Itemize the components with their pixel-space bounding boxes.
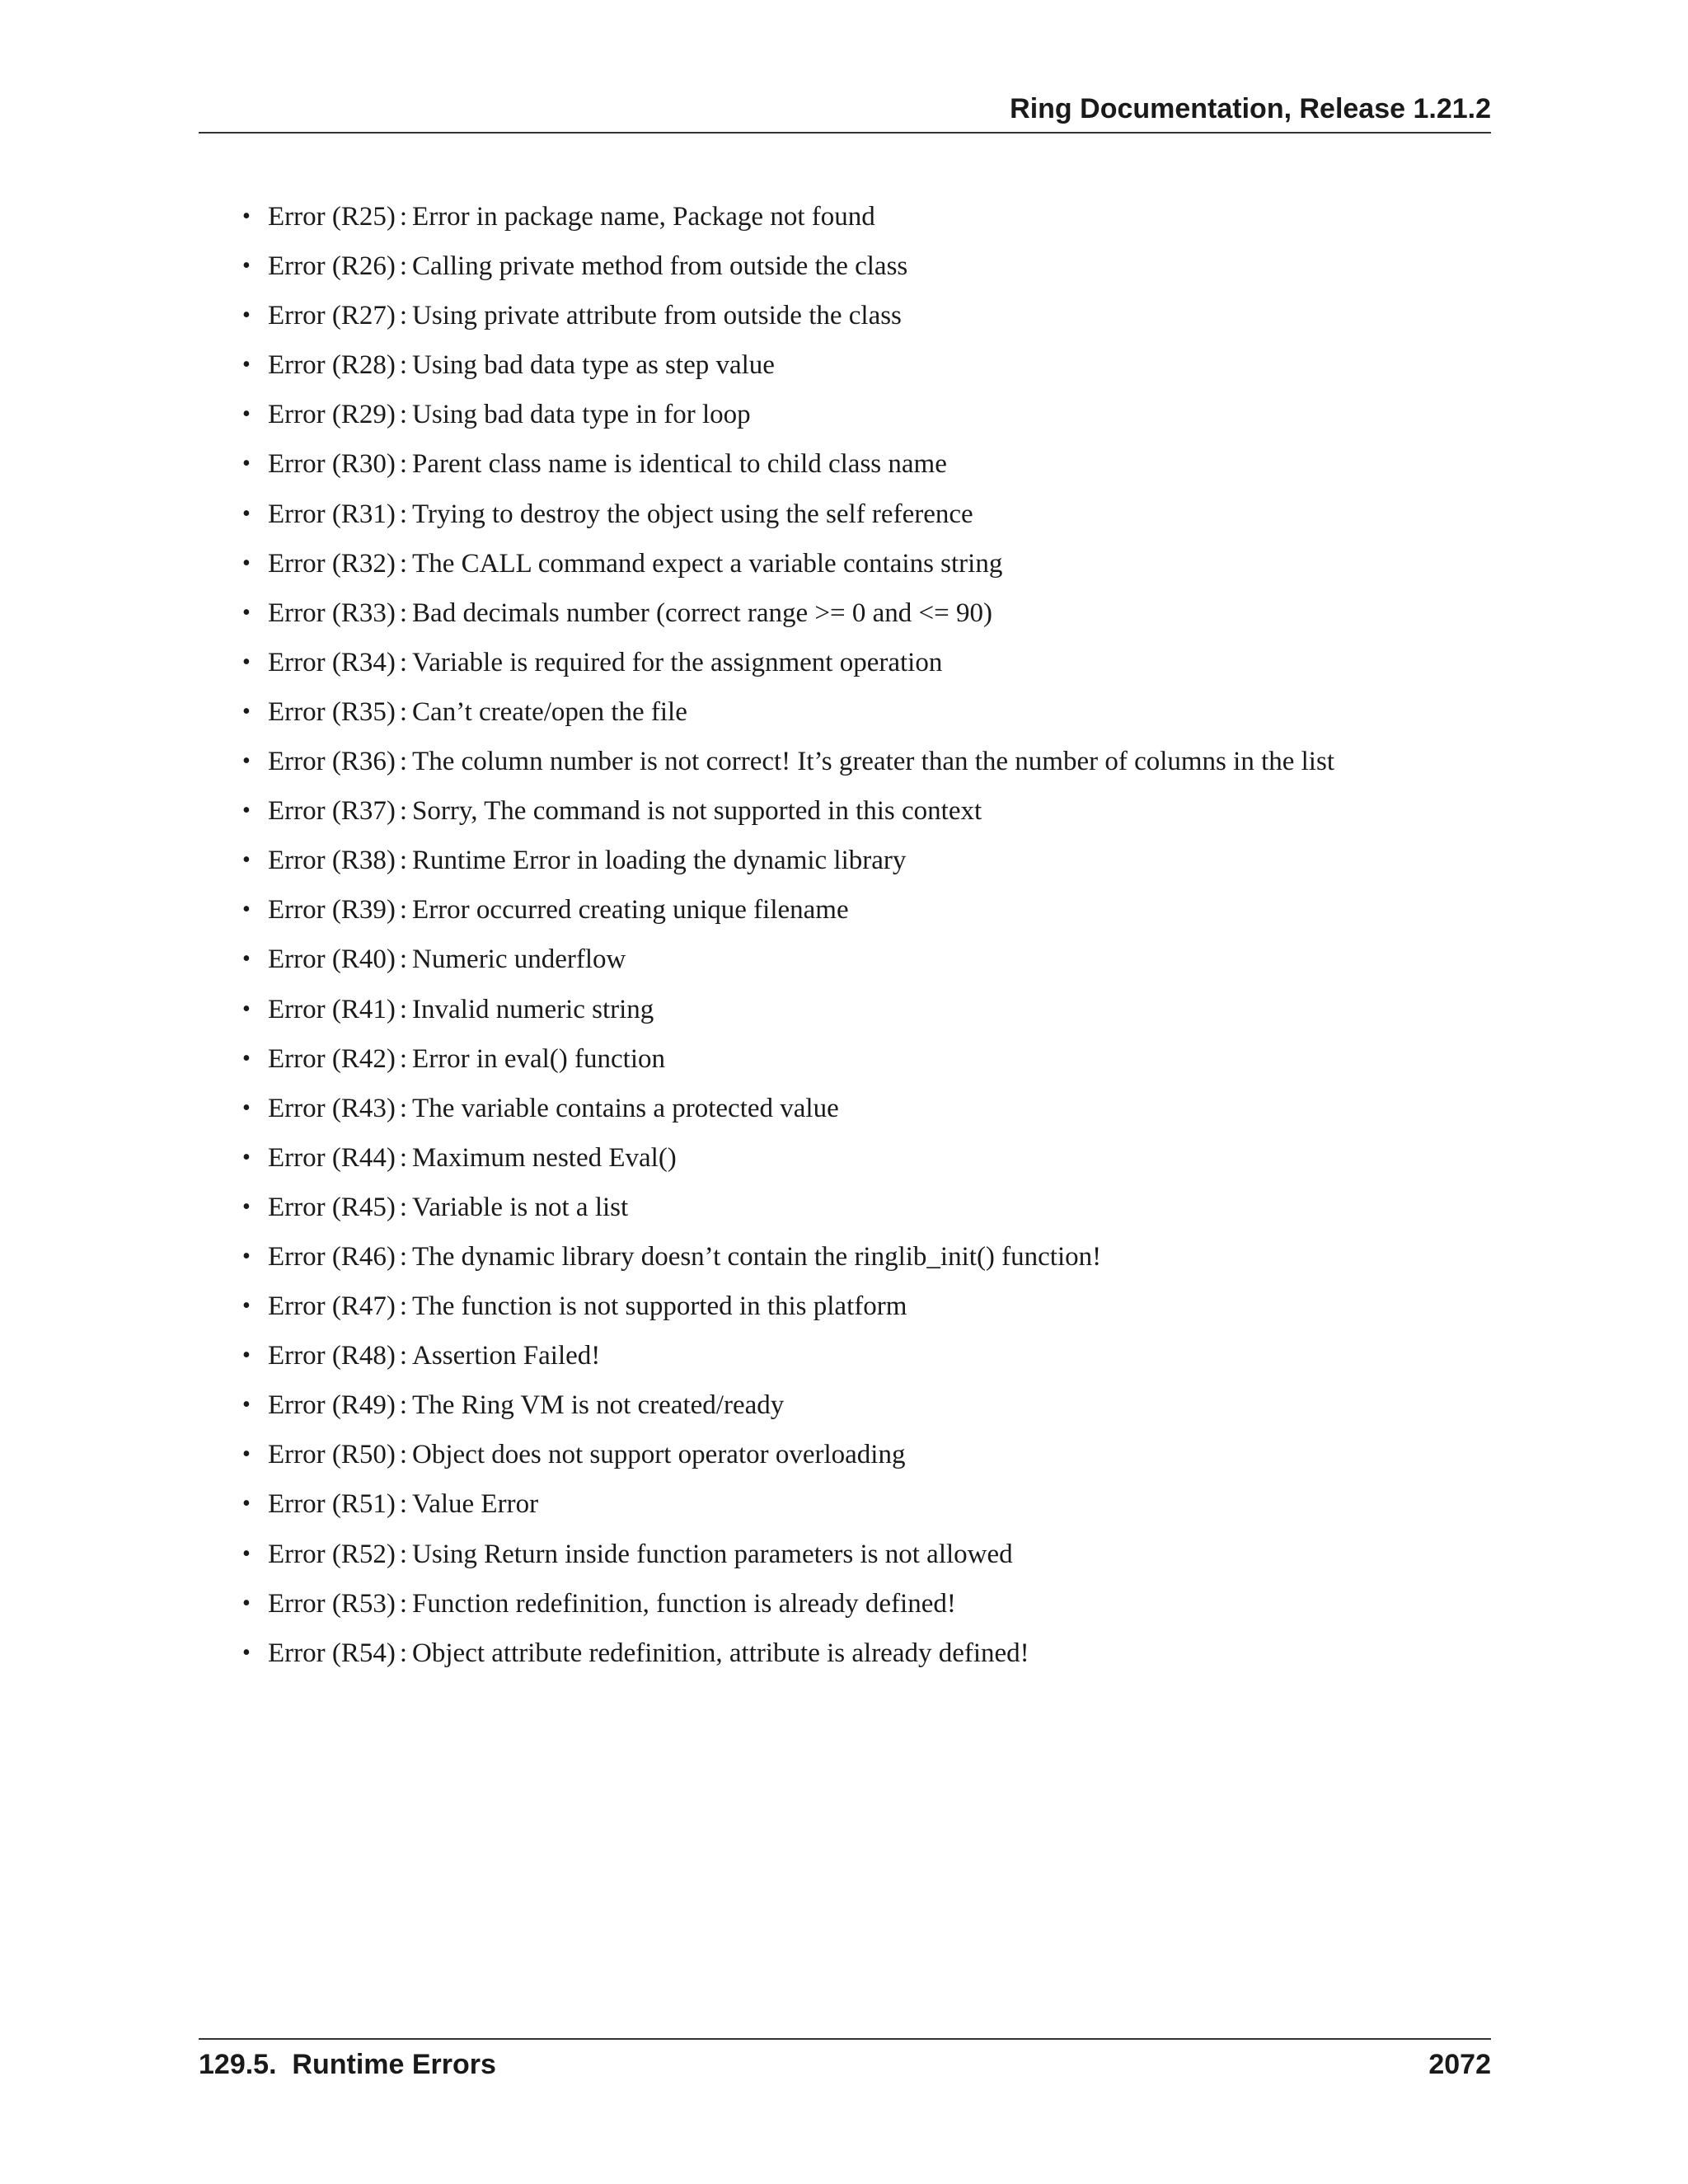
error-separator: : bbox=[399, 251, 408, 282]
error-separator: : bbox=[399, 1588, 408, 1619]
bullet-icon: • bbox=[242, 1293, 251, 1319]
error-separator: : bbox=[399, 449, 408, 480]
bullet-icon: • bbox=[242, 500, 251, 527]
error-list-item bbox=[239, 638, 1492, 687]
error-message: Object attribute redefinition, attribute is already defined! bbox=[412, 1638, 1029, 1668]
bullet-icon: • bbox=[242, 550, 251, 576]
error-code: Error (R29) bbox=[268, 400, 396, 430]
bullet-icon: • bbox=[242, 599, 251, 626]
error-code: Error (R54) bbox=[268, 1638, 396, 1668]
bullet-icon: • bbox=[242, 798, 251, 824]
bullet-icon: • bbox=[242, 1193, 251, 1220]
error-code: Error (R46) bbox=[268, 1241, 396, 1272]
error-list-item bbox=[239, 885, 1492, 935]
error-list-item bbox=[239, 241, 1492, 291]
error-separator: : bbox=[399, 598, 408, 628]
section-reference: 129.5. Runtime Errors bbox=[199, 2049, 496, 2080]
error-message: The Ring VM is not created/ready bbox=[412, 1390, 785, 1421]
error-code: Error (R41) bbox=[268, 994, 396, 1024]
bullet-icon: • bbox=[242, 1392, 251, 1418]
runtime-error-list bbox=[239, 192, 1492, 1678]
error-message: Assertion Failed! bbox=[412, 1341, 601, 1371]
error-message: Variable is required for the assignment operation bbox=[412, 647, 943, 677]
error-code: Error (R42) bbox=[268, 1043, 396, 1074]
error-list-item bbox=[239, 1579, 1492, 1629]
error-list-item bbox=[239, 786, 1492, 836]
error-separator: : bbox=[399, 1142, 408, 1173]
bullet-icon: • bbox=[242, 1094, 251, 1121]
error-code: Error (R49) bbox=[268, 1390, 396, 1421]
error-code: Error (R28) bbox=[268, 350, 396, 381]
bullet-icon: • bbox=[242, 698, 251, 724]
error-list-item bbox=[239, 1331, 1492, 1380]
error-code: Error (R39) bbox=[268, 895, 396, 926]
error-message: Variable is not a list bbox=[412, 1192, 629, 1222]
error-list-item bbox=[239, 1629, 1492, 1678]
error-code: Error (R52) bbox=[268, 1539, 396, 1569]
error-message: Invalid numeric string bbox=[412, 994, 654, 1024]
error-separator: : bbox=[399, 1043, 408, 1074]
bullet-icon: • bbox=[242, 946, 251, 972]
error-message: Error in eval() function bbox=[412, 1043, 666, 1074]
error-separator: : bbox=[399, 499, 408, 529]
error-message: Calling private method from outside the class bbox=[412, 251, 908, 282]
error-code: Error (R35) bbox=[268, 696, 396, 727]
error-list-item bbox=[239, 1232, 1492, 1282]
error-separator: : bbox=[399, 895, 408, 926]
error-list-item bbox=[239, 490, 1492, 539]
document-title: Ring Documentation, Release 1.21.2 bbox=[1010, 93, 1491, 124]
error-list-item bbox=[239, 390, 1492, 439]
error-message: The dynamic library doesn’t contain the ringlib_init() function! bbox=[412, 1241, 1102, 1272]
bullet-icon: • bbox=[242, 1343, 251, 1369]
error-code: Error (R48) bbox=[268, 1341, 396, 1371]
error-separator: : bbox=[399, 796, 408, 827]
bullet-icon: • bbox=[242, 897, 251, 923]
bullet-icon: • bbox=[242, 1045, 251, 1071]
bullet-icon: • bbox=[242, 748, 251, 775]
error-message: Using private attribute from outside the class bbox=[412, 301, 902, 331]
error-separator: : bbox=[399, 1489, 408, 1520]
bullet-icon: • bbox=[242, 401, 251, 428]
error-list-item bbox=[239, 192, 1492, 241]
error-separator: : bbox=[399, 1638, 408, 1668]
error-code: Error (R25) bbox=[268, 202, 396, 232]
error-separator: : bbox=[399, 1093, 408, 1123]
error-list-item bbox=[239, 1084, 1492, 1133]
error-code: Error (R51) bbox=[268, 1489, 396, 1520]
error-code: Error (R34) bbox=[268, 647, 396, 677]
error-list-item bbox=[239, 539, 1492, 588]
error-list-item bbox=[239, 1479, 1492, 1529]
error-code: Error (R44) bbox=[268, 1142, 396, 1173]
error-message: Object does not support operator overloading bbox=[412, 1440, 906, 1470]
error-code: Error (R31) bbox=[268, 499, 396, 529]
error-list-item bbox=[239, 340, 1492, 390]
error-code: Error (R47) bbox=[268, 1291, 396, 1322]
error-code: Error (R36) bbox=[268, 747, 396, 777]
error-message: Error occurred creating unique filename bbox=[412, 895, 849, 926]
error-separator: : bbox=[399, 1291, 408, 1322]
error-list-item bbox=[239, 588, 1492, 638]
page-header bbox=[199, 89, 1491, 134]
bullet-icon: • bbox=[242, 996, 251, 1022]
error-separator: : bbox=[399, 1192, 408, 1222]
error-list-item bbox=[239, 1183, 1492, 1232]
error-message: Using bad data type as step value bbox=[412, 350, 775, 381]
bullet-icon: • bbox=[242, 649, 251, 675]
error-code: Error (R43) bbox=[268, 1093, 396, 1123]
error-list-item bbox=[239, 1034, 1492, 1084]
error-list-item bbox=[239, 737, 1492, 786]
error-separator: : bbox=[399, 696, 408, 727]
error-separator: : bbox=[399, 301, 408, 331]
error-separator: : bbox=[399, 1241, 408, 1272]
error-list-item bbox=[239, 1380, 1492, 1430]
error-message: Using Return inside function parameters is not allowed bbox=[412, 1539, 1013, 1569]
error-message: The CALL command expect a variable contains string bbox=[412, 548, 1003, 579]
error-code: Error (R45) bbox=[268, 1192, 396, 1222]
page-number: 2072 bbox=[1428, 2049, 1491, 2080]
error-separator: : bbox=[399, 846, 408, 876]
error-list-item bbox=[239, 985, 1492, 1034]
error-message: Bad decimals number (correct range >= 0 and <= 90) bbox=[412, 598, 992, 628]
error-separator: : bbox=[399, 202, 408, 232]
error-separator: : bbox=[399, 350, 408, 381]
bullet-icon: • bbox=[242, 1144, 251, 1170]
error-separator: : bbox=[399, 1539, 408, 1569]
error-message: Numeric underflow bbox=[412, 944, 626, 975]
error-list-item bbox=[239, 687, 1492, 737]
error-list-item bbox=[239, 1282, 1492, 1331]
bullet-icon: • bbox=[242, 302, 251, 329]
error-message: Sorry, The command is not supported in this context bbox=[412, 796, 982, 827]
error-message: Function redefinition, function is already defined! bbox=[412, 1588, 956, 1619]
page-footer bbox=[199, 2038, 1491, 2089]
error-code: Error (R33) bbox=[268, 598, 396, 628]
error-separator: : bbox=[399, 1390, 408, 1421]
bullet-icon: • bbox=[242, 1441, 251, 1468]
error-list-item bbox=[239, 1133, 1492, 1183]
bullet-icon: • bbox=[242, 1590, 251, 1616]
error-message: The column number is not correct! It’s greater than the number of columns in the list bbox=[412, 747, 1334, 777]
bullet-icon: • bbox=[242, 451, 251, 477]
bullet-icon: • bbox=[242, 1639, 251, 1666]
error-list-item bbox=[239, 1530, 1492, 1579]
error-code: Error (R50) bbox=[268, 1440, 396, 1470]
error-separator: : bbox=[399, 548, 408, 579]
error-separator: : bbox=[399, 400, 408, 430]
error-code: Error (R27) bbox=[268, 301, 396, 331]
error-message: Parent class name is identical to child class name bbox=[412, 449, 947, 480]
bullet-icon: • bbox=[242, 352, 251, 378]
error-message: Using bad data type in for loop bbox=[412, 400, 751, 430]
error-message: The variable contains a protected value bbox=[412, 1093, 839, 1123]
error-code: Error (R30) bbox=[268, 449, 396, 480]
error-code: Error (R26) bbox=[268, 251, 396, 282]
error-code: Error (R38) bbox=[268, 846, 396, 876]
error-separator: : bbox=[399, 994, 408, 1024]
error-code: Error (R32) bbox=[268, 548, 396, 579]
bullet-icon: • bbox=[242, 253, 251, 279]
error-separator: : bbox=[399, 747, 408, 777]
error-message: Value Error bbox=[412, 1489, 539, 1520]
bullet-icon: • bbox=[242, 847, 251, 874]
bullet-icon: • bbox=[242, 204, 251, 229]
error-list-item bbox=[239, 935, 1492, 984]
bullet-icon: • bbox=[242, 1243, 251, 1269]
bullet-icon: • bbox=[242, 1491, 251, 1517]
error-message: Can’t create/open the file bbox=[412, 696, 687, 727]
bullet-icon: • bbox=[242, 1540, 251, 1567]
error-message: Runtime Error in loading the dynamic library bbox=[412, 846, 907, 876]
error-separator: : bbox=[399, 647, 408, 677]
error-code: Error (R37) bbox=[268, 796, 396, 827]
error-message: Maximum nested Eval() bbox=[412, 1142, 677, 1173]
error-message: Error in package name, Package not found bbox=[412, 202, 875, 232]
error-list-item bbox=[239, 439, 1492, 489]
error-message: The function is not supported in this platform bbox=[412, 1291, 907, 1322]
error-code: Error (R40) bbox=[268, 944, 396, 975]
error-list-item bbox=[239, 1430, 1492, 1479]
error-message: Trying to destroy the object using the self reference bbox=[412, 499, 973, 529]
error-list-item bbox=[239, 291, 1492, 340]
error-code: Error (R53) bbox=[268, 1588, 396, 1619]
error-separator: : bbox=[399, 944, 408, 975]
error-list-item bbox=[239, 836, 1492, 885]
error-separator: : bbox=[399, 1341, 408, 1371]
error-separator: : bbox=[399, 1440, 408, 1470]
